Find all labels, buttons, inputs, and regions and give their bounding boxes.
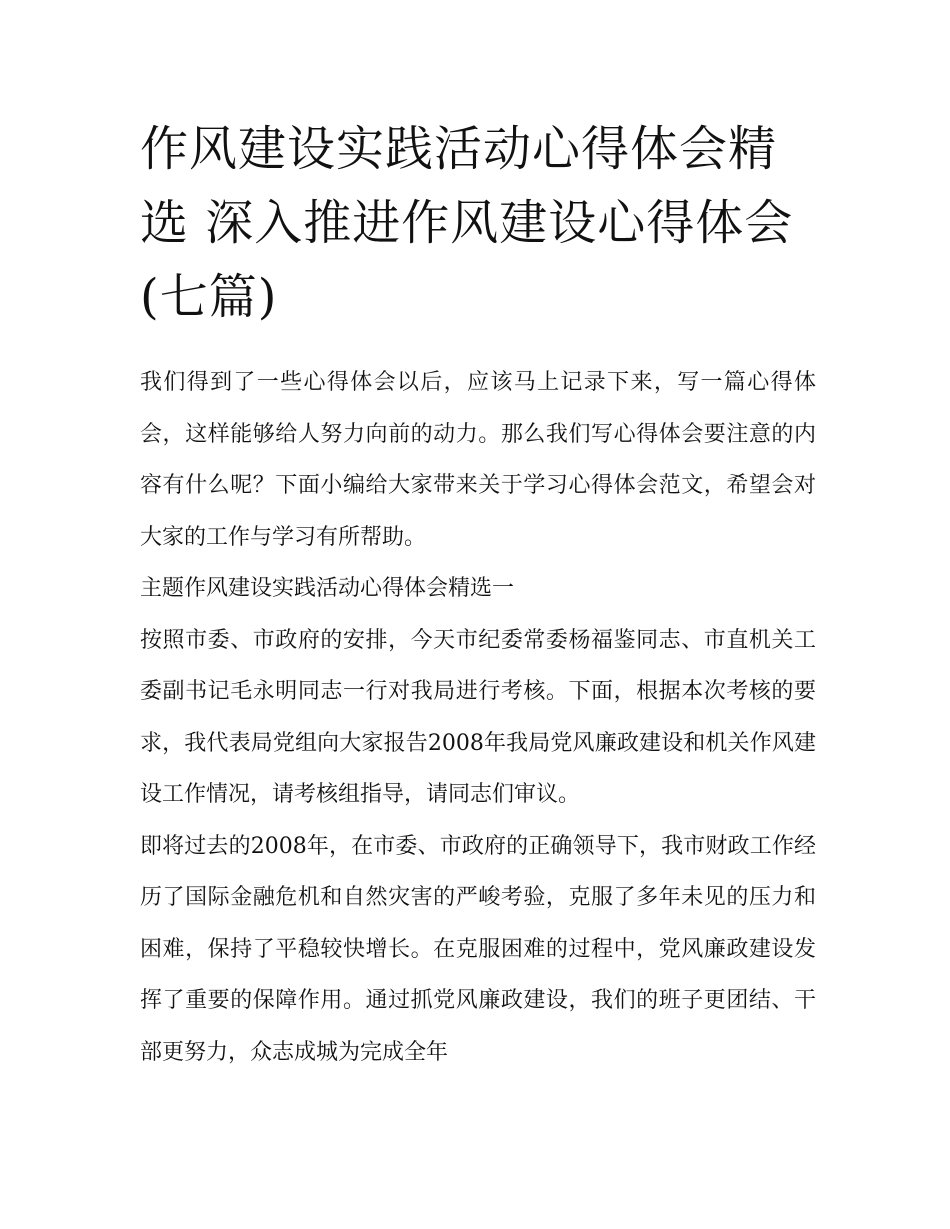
body-paragraph: 按照市委、市政府的安排，今天市纪委常委杨福鉴同志、市直机关工委副书记毛永明同志一行对我局进行考核。下面，根据本次考核的要求，我代表局党组向大家报告2008年我局党风廉政建设和机关作风建设工作情况，请考核组指导，请同志们审议。	[140, 627, 816, 807]
body-paragraph: 即将过去的2008年，在市委、市政府的正确领导下，我市财政工作经历了国际金融危机和自然灾害的严峻考验，克服了多年未见的压力和困难，保持了平稳较快增长。在克服困难的过程中，党风廉政建设发挥了重要的保障作用。通过抓党风廉政建设，我们的班子更团结、干部更努力，众志成城为完成全年	[140, 833, 816, 1065]
intro-paragraph: 我们得到了一些心得体会以后，应该马上记录下来，写一篇心得体会，这样能够给人努力向前的动力。那么我们写心得体会要注意的内容有什么呢？下面小编给大家带来关于学习心得体会范文，希望会对大家的工作与学习有所帮助。	[140, 370, 816, 550]
document-title: 作风建设实践活动心得体会精选 深入推进作风建设心得体会(七篇)	[140, 121, 794, 325]
section-heading: 主题作风建设实践活动心得体会精选一	[140, 576, 515, 601]
document-body	[140, 357, 816, 1078]
